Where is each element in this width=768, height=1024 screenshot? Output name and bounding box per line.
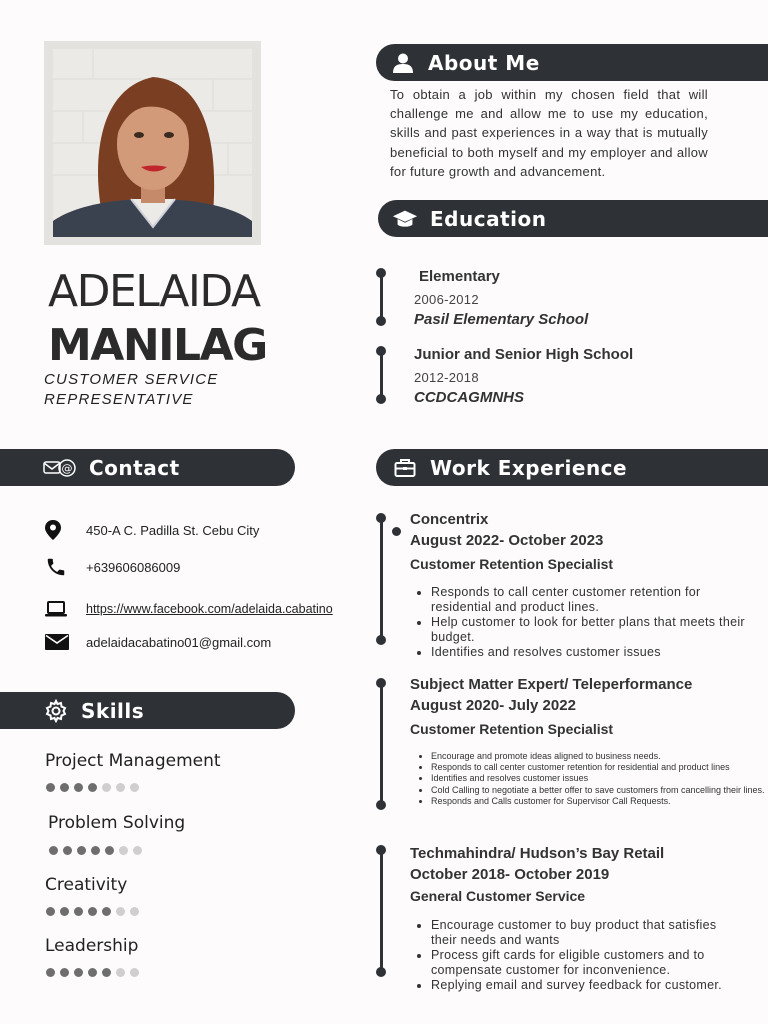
work-header [376,449,768,486]
edu-years: 2006-2012 [414,292,479,307]
skill-rating [49,846,142,855]
skill-dot-empty [130,907,139,916]
about-heading: About Me [428,50,540,75]
work-timeline-dot [376,845,386,855]
work-timeline-line [380,518,383,640]
edu-timeline-dot [376,346,386,356]
job-bullets [411,585,751,660]
job-title: Customer Retention Specialist [410,556,614,572]
skill-dot-filled [63,846,72,855]
contact-email-row[interactable] [44,631,271,653]
work-timeline-dot [376,513,386,523]
edu-school: CCDCAGMNHS [414,389,524,406]
work-timeline-line [380,683,383,805]
skill-dot-filled [46,783,55,792]
edu-title: Elementary [419,268,500,285]
edu-timeline-dot [376,394,386,404]
skill-dot-filled [102,968,111,977]
education-header [378,200,768,237]
skill-dot-empty [119,846,128,855]
skill-dot-filled [49,846,58,855]
contact-website-link[interactable]: https://www.facebook.com/adelaida.cabatino [86,602,333,616]
skill-rating [46,968,139,977]
job-bullet: • Help customer to look for better plans that meets their budget. [431,615,751,645]
edu-timeline-line [380,273,383,321]
work-timeline-line [380,850,383,972]
edu-timeline-line [380,351,383,399]
skill-rating [46,783,139,792]
edu-timeline-dot [376,316,386,326]
skill-dot-filled [88,783,97,792]
skill-dot-empty [116,968,125,977]
skill-dot-empty [116,783,125,792]
job-bullet: • Encourage and promote ideas aligned to business needs. [431,751,767,762]
skill-dot-empty [133,846,142,855]
job-bullet: • Identifies and resolves customer issues [431,773,767,784]
briefcase-icon [392,455,418,481]
work-timeline-dot [376,678,386,688]
location-pin-icon [44,519,70,541]
skill-dot-empty [102,783,111,792]
job-bullet: • Encourage customer to buy product that satisfies their needs and wants [431,918,731,948]
job-title: General Customer Service [410,888,586,904]
work-timeline-dot [376,800,386,810]
job-dates: October 2018- October 2019 [410,866,610,883]
work-timeline-dot [376,967,386,977]
email-icon [44,631,70,653]
skill-dot-filled [74,968,83,977]
profile-photo-frame [44,41,261,245]
first-name: ADELAIDA [48,266,260,317]
contact-address-row [44,519,259,541]
job-bullets [411,751,767,807]
skill-dot-empty [116,907,125,916]
job-role: CUSTOMER SERVICE REPRESENTATIVE [44,371,219,408]
gear-icon [43,698,69,724]
education-heading: Education [430,206,547,231]
svg-text:@: @ [61,461,73,475]
skills-heading: Skills [81,698,145,723]
edu-timeline-dot [376,268,386,278]
skill-dot-filled [88,968,97,977]
job-bullet: • Cold Calling to negotiate a better offer to save customers from cancelling their lines. [431,785,767,796]
skill-dot-filled [91,846,100,855]
job-dates: August 2020- July 2022 [410,697,576,714]
skill-dot-empty [130,783,139,792]
user-icon [390,50,416,76]
phone-icon [44,556,70,578]
skill-dot-filled [105,846,114,855]
skill-dot-filled [60,907,69,916]
edu-title: Junior and Senior High School [414,346,634,363]
skill-dot-filled [74,783,83,792]
job-bullet: • Responds and Calls customer for Supervisor Call Requests. [431,796,767,807]
profile-photo [53,49,252,237]
contact-header [0,449,295,486]
job-dates: August 2022- October 2023 [410,532,604,549]
skill-dot-filled [60,968,69,977]
about-text: To obtain a job within my chosen field that will challenge me and allow me to use my education, skills and past experiences in a way that is mutually beneficial to both myself and my employer and allow for future growth and advancement. [390,87,708,179]
work-heading: Work Experience [430,455,628,480]
contact-at-icon [43,455,77,481]
skill-dot-filled [88,907,97,916]
about-header [376,44,768,81]
job-company: Techmahindra/ Hudson’s Bay Retail [410,845,665,862]
skill-dot-filled [102,907,111,916]
skill-dot-filled [77,846,86,855]
skill-dot-filled [60,783,69,792]
work-timeline-dot [392,527,401,536]
job-bullet: • Identifies and resolves customer issues [431,645,751,660]
job-bullet: • Replying email and survey feedback for customer. [431,978,731,993]
edu-years: 2012-2018 [414,370,479,385]
job-bullet: • Responds to call center customer retention for residential and product lines [431,762,767,773]
job-company: Subject Matter Expert/ Teleperformance [410,676,693,693]
contact-website-row[interactable] [44,598,333,620]
job-bullets [411,918,731,993]
skill-rating [46,907,139,916]
skill-name: Leadership [45,936,139,956]
skill-name: Project Management [45,751,221,771]
skill-dot-filled [46,907,55,916]
skill-dot-empty [130,968,139,977]
job-bullet: • Responds to call center customer retention for residential and product lines. [431,585,751,615]
work-timeline-dot [376,635,386,645]
edu-school: Pasil Elementary School [414,311,589,328]
last-name: MANILAG [48,320,267,371]
contact-address: 450-A C. Padilla St. Cebu City [86,522,260,538]
contact-phone-row [44,556,180,578]
job-company: Concentrix [410,511,489,528]
contact-email[interactable]: adelaidacabatino01@gmail.com [86,634,272,650]
skills-header [0,692,295,729]
skill-dot-filled [74,907,83,916]
job-title: Customer Retention Specialist [410,721,614,737]
skill-dot-filled [46,968,55,977]
skill-name: Creativity [45,875,128,895]
contact-heading: Contact [89,455,180,480]
job-bullet: • Process gift cards for eligible customers and to compensate customer for inconvenience. [431,948,731,978]
graduation-cap-icon [392,206,418,232]
laptop-icon [44,598,70,620]
skill-name: Problem Solving [48,813,186,833]
contact-phone: +639606086009 [86,559,181,575]
